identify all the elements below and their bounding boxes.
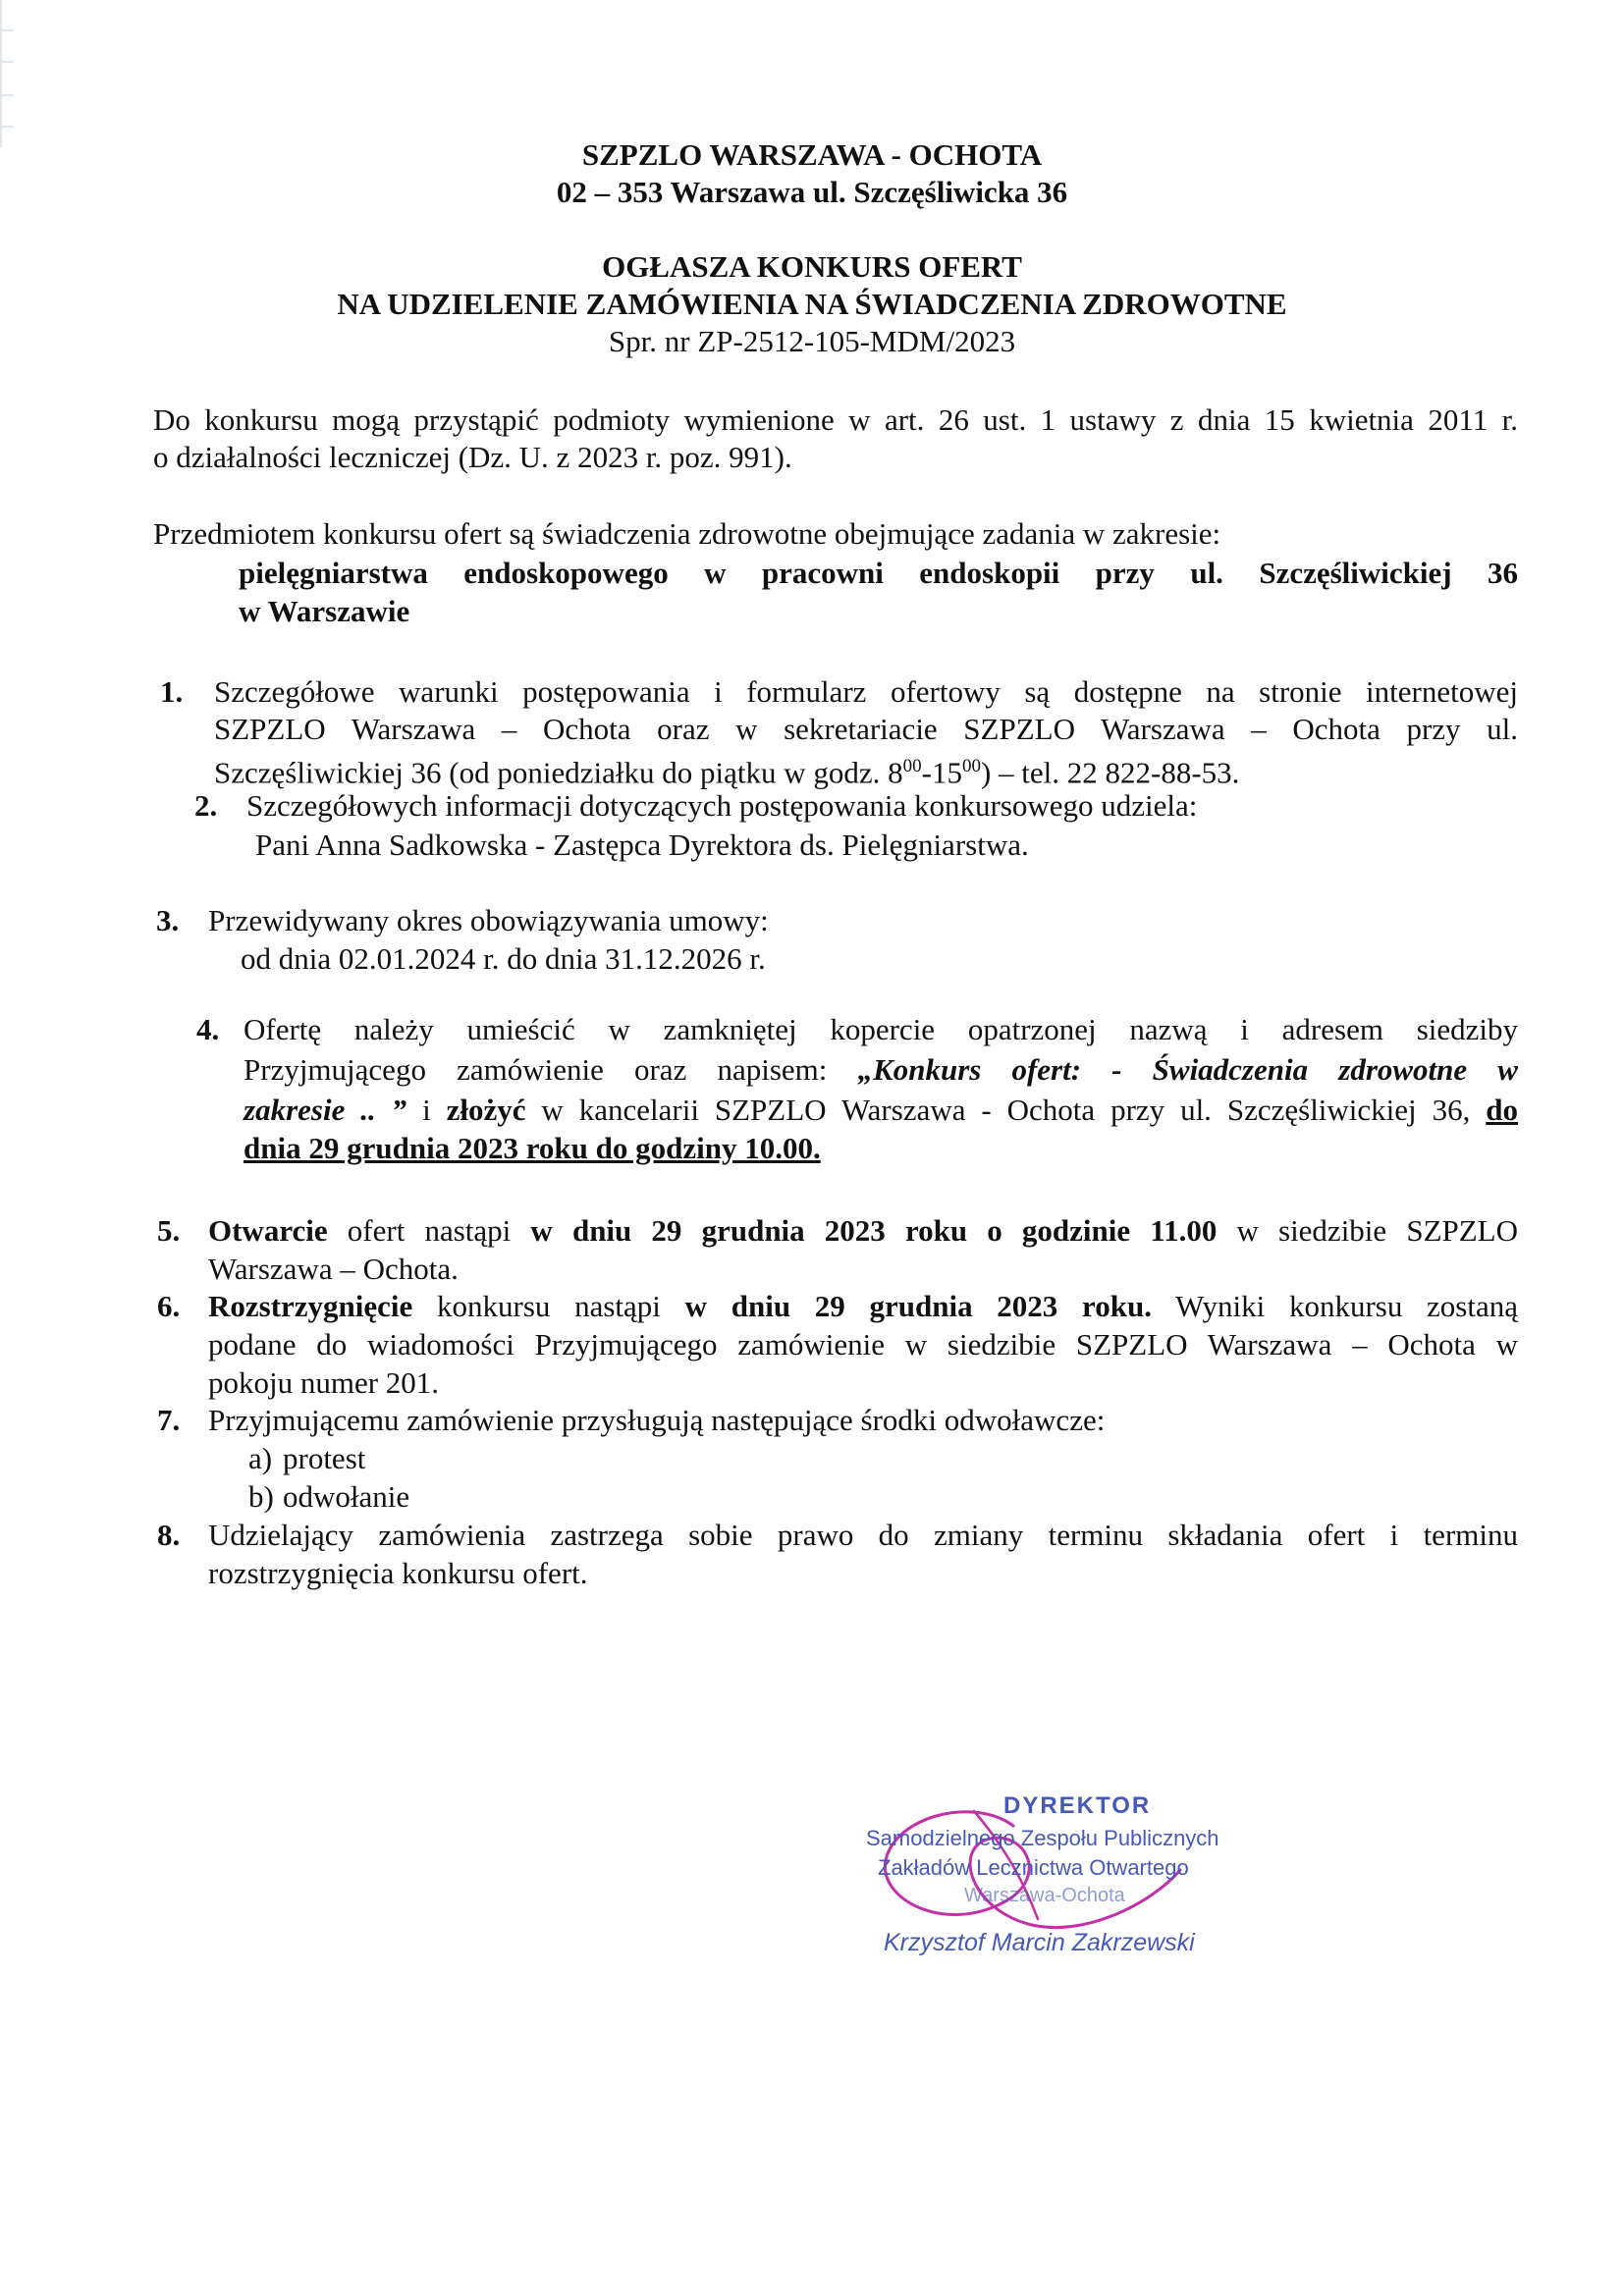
stamp-signatory-name: Krzysztof Marcin Zakrzewski (884, 1929, 1195, 1956)
item-5-line-1: Otwarcie ofert nastąpi w dniu 29 grudnia 2023 roku o godzinie 11.00 w siedzibie SZPZLO (208, 1213, 1519, 1248)
item-3-line-1: Przewidywany okres obowiązywania umowy: (208, 903, 769, 937)
subject-line-1: Przedmiotem konkursu ofert są świadczenia zdrowotne obejmujące zadania w zakresie: (153, 516, 1221, 551)
item-4-deadline: dnia 29 grudnia 2023 roku do godziny 10.00. (244, 1131, 821, 1165)
item-7-option-a: protest (283, 1441, 366, 1475)
subject-line-2: pielęgniarstwa endoskopowego w pracowni endoskopii przy ul. Szczęśliwickiej 36 (239, 556, 1518, 590)
item-6-number: 6. (157, 1289, 181, 1323)
item-8-number: 8. (157, 1518, 181, 1552)
intro-line-1: Do konkursu mogą przystąpić podmioty wymienione w art. 26 ust. 1 ustawy z dnia 15 kwietnia 2011 r. (153, 402, 1518, 437)
director-stamp (856, 1787, 1308, 1993)
organization-address: 02 – 353 Warszawa ul. Szczęśliwicka 36 (556, 175, 1068, 209)
case-number: Spr. nr ZP-2512-105-MDM/2023 (608, 324, 1016, 358)
item-4-line-1: Ofertę należy umieścić w zamkniętej kopercie opatrzonej nazwą i adresem siedziby (244, 1012, 1518, 1046)
item-5-line-2: Warszawa – Ochota. (208, 1252, 459, 1286)
item-7-option-b: odwołanie (283, 1479, 410, 1514)
announcement-subtitle: NA UDZIELENIE ZAMÓWIENIA NA ŚWIADCZENIA ZDROWOTNE (337, 287, 1287, 321)
stamp-line-4: Warszawa-Ochota (964, 1885, 1125, 1906)
item-8-line-1: Udzielający zamówienia zastrzega sobie prawo do zmiany terminu składania ofert i terminu (208, 1518, 1518, 1552)
item-7-option-a-label: a) (248, 1441, 273, 1475)
subject-line-3: w Warszawie (239, 594, 410, 628)
organization-name: SZPZLO WARSZAWA - OCHOTA (581, 137, 1043, 172)
item-7-line-1: Przyjmującemu zamówienie przysługują następujące środki odwoławcze: (208, 1403, 1106, 1437)
stamp-title: DYREKTOR (1003, 1792, 1152, 1819)
item-7-option-b-label: b) (248, 1479, 274, 1514)
item-3-line-2: od dnia 02.01.2024 r. do dnia 31.12.2026 r. (241, 941, 766, 976)
item-6-line-1: Rozstrzygnięcie konkursu nastąpi w dniu 29 grudnia 2023 roku. Wyniki konkursu zostaną (208, 1289, 1518, 1323)
item-2-line-2: Pani Anna Sadkowska - Zastępca Dyrektora ds. Pielęgniarstwa. (255, 828, 1029, 862)
item-1-line-1: Szczegółowe warunki postępowania i formularz ofertowy są dostępne na stronie internetowej (214, 674, 1518, 709)
item-1-line-3: Szczęśliwickiej 36 (od poniedziałku do piątku w godz. $8^{00}-15^{00}$) – tel. 22 822-88-53. (214, 755, 1240, 790)
stamp-line-3: Zakładów Lecznictwa Otwartego (878, 1855, 1189, 1880)
intro-line-2: o działalności leczniczej (Dz. U. z 2023 r. poz. 991). (153, 440, 792, 474)
item-4-line-2: Przyjmującego zamówienie oraz napisem: „Konkurs ofert: - Świadczenia zdrowotne w (244, 1052, 1518, 1087)
stamp-line-2: Samodzielnego Zespołu Publicznych (866, 1826, 1219, 1850)
item-5-number: 5. (157, 1213, 181, 1248)
item-7-number: 7. (157, 1403, 181, 1437)
item-6-line-3: pokoju numer 201. (208, 1365, 440, 1400)
announcement-title: OGŁASZA KONKURS OFERT (602, 249, 1022, 284)
item-4-number: 4. (196, 1012, 220, 1046)
item-3-number: 3. (156, 903, 180, 937)
item-8-line-2: rozstrzygnięcia konkursu ofert. (208, 1556, 588, 1590)
item-1-line-2: SZPZLO Warszawa – Ochota oraz w sekretariacie SZPZLO Warszawa – Ochota przy ul. (214, 712, 1518, 746)
scan-edge-marks (0, 0, 16, 147)
item-2-line-1: Szczegółowych informacji dotyczących postępowania konkursowego udziela: (246, 788, 1198, 823)
item-1-number: 1. (160, 674, 184, 709)
item-4-line-3: zakresie .. ” i złożyć w kancelarii SZPZLO Warszawa - Ochota przy ul. Szczęśliwickiej 36, do (244, 1093, 1519, 1127)
item-2-number: 2. (194, 788, 218, 823)
item-6-line-2: podane do wiadomości Przyjmującego zamówienie w siedzibie SZPZLO Warszawa – Ochota w (208, 1327, 1518, 1362)
